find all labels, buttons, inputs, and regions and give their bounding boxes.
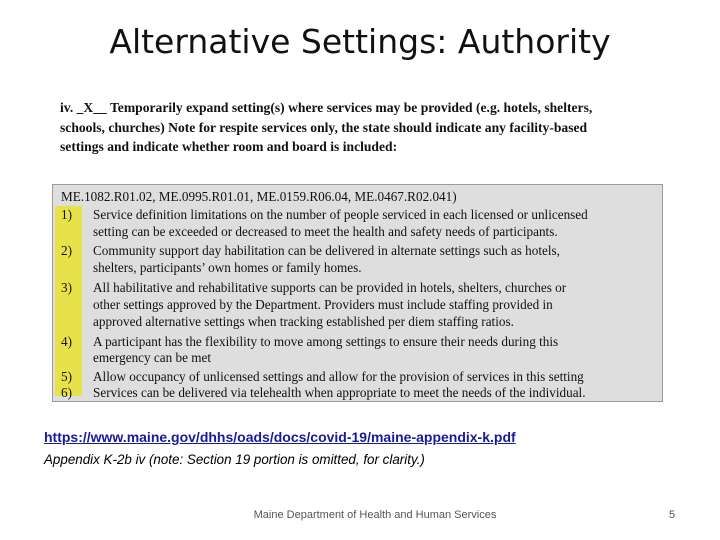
revision-list-box bbox=[52, 184, 663, 402]
item-number: 3) bbox=[61, 280, 72, 295]
item-text: Allow occupancy of unlicensed settings and allow for the provision of services in this setting bbox=[93, 369, 584, 384]
item-text: Community support day habilitation can be delivered in alternate settings such as hotels, bbox=[93, 243, 560, 258]
appendix-link[interactable]: https://www.maine.gov/dhhs/oads/docs/covid-19/maine-appendix-k.pdf bbox=[44, 429, 516, 445]
excerpt-line-1: iv. _X__ Temporarily expand setting(s) where services may be provided (e.g. hotels, shelters, bbox=[60, 100, 593, 115]
item-number: 4) bbox=[61, 334, 72, 349]
item-text: emergency can be met bbox=[93, 350, 212, 365]
item-text: shelters, participants’ own homes or family homes. bbox=[93, 260, 362, 275]
item-number: 2) bbox=[61, 243, 72, 258]
item-text: approved alternative settings when tracking established per diem staffing ratios. bbox=[93, 314, 514, 329]
excerpt-line-3: settings and indicate whether room and board is included: bbox=[60, 139, 398, 154]
item-number: 6) bbox=[61, 385, 72, 400]
footer-text: Maine Department of Health and Human Services bbox=[253, 509, 497, 521]
item-text: All habilitative and rehabilitative supports can be provided in hotels, shelters, churches or bbox=[93, 280, 567, 295]
item-text: A participant has the flexibility to move among settings to ensure their needs during this bbox=[93, 334, 559, 349]
item-number: 1) bbox=[61, 207, 72, 222]
item-text: other settings approved by the Department. Providers must include staffing provided in bbox=[93, 297, 553, 312]
document-excerpt bbox=[60, 98, 660, 157]
item-number: 5) bbox=[61, 369, 72, 384]
item-text: Service definition limitations on the number of people serviced in each licensed or unlicensed bbox=[93, 207, 588, 222]
revision-header: ME.1082.R01.02, ME.0995.R01.01, ME.0159.R06.04, ME.0467.R02.041) bbox=[61, 189, 457, 204]
excerpt-line-2: schools, churches) Note for respite services only, the state should indicate any facility-based bbox=[60, 119, 588, 135]
item-text: Services can be delivered via telehealth when appropriate to meet the needs of the individual. bbox=[93, 385, 586, 400]
caption: Appendix K-2b iv (note: Section 19 portion is omitted, for clarity.) bbox=[44, 452, 425, 467]
page-number: 5 bbox=[669, 509, 676, 521]
item-text: setting can be exceeded or decreased to meet the health and safety needs of participants. bbox=[93, 224, 558, 239]
slide-title: Alternative Settings: Authority bbox=[109, 22, 611, 61]
